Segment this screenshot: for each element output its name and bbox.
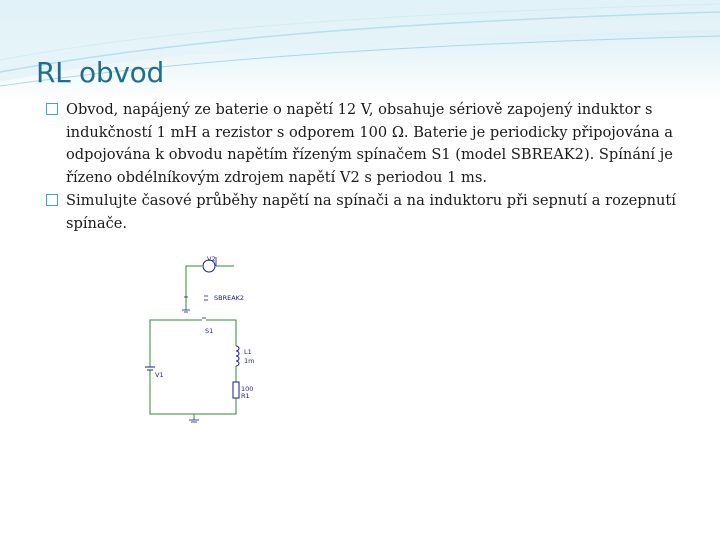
bullet-text: Simulujte časové průběhy napětí na spínači a na induktoru při sepnutí a rozepnutí spínače.	[66, 192, 676, 232]
bullet-list	[46, 99, 696, 236]
r-value-label: 100	[241, 385, 254, 393]
v2-pulse-source	[182, 257, 234, 312]
r1-resistor	[233, 382, 239, 398]
l1-label: L1	[244, 348, 252, 356]
v1-battery	[145, 367, 155, 380]
l1-value-label: 1m	[244, 357, 255, 365]
ground-symbol	[189, 420, 199, 422]
bullet-item	[46, 99, 696, 189]
circuit-schematic	[144, 252, 258, 428]
slide-title: RL obvod	[36, 56, 164, 89]
r1-label: R1	[241, 392, 250, 400]
v1-label: V1	[155, 371, 164, 379]
bullet-text: Obvod, napájený ze baterie o napětí 12 V, obsahuje sériově zapojený induktor s indukčností 1 mH a rezistor s odporem 100 Ω. Baterie je periodicky připojována a odpojována k obvodu napětím řízeným spínačem S1 (model SBREAK2). Spínání je řízeno obdélníkovým zdrojem napětí V2 s periodou 1 ms.	[66, 101, 673, 186]
v2-label: V2	[207, 255, 216, 263]
bullet-item	[46, 190, 696, 235]
bullet-square-icon	[46, 194, 58, 206]
main-loop-wires	[150, 320, 236, 420]
bullet-square-icon	[46, 103, 58, 115]
sbreak-label: SBREAK2	[214, 294, 245, 302]
l1-inductor	[236, 346, 239, 366]
s1-switch	[202, 296, 208, 318]
s1-label: S1	[205, 327, 214, 335]
